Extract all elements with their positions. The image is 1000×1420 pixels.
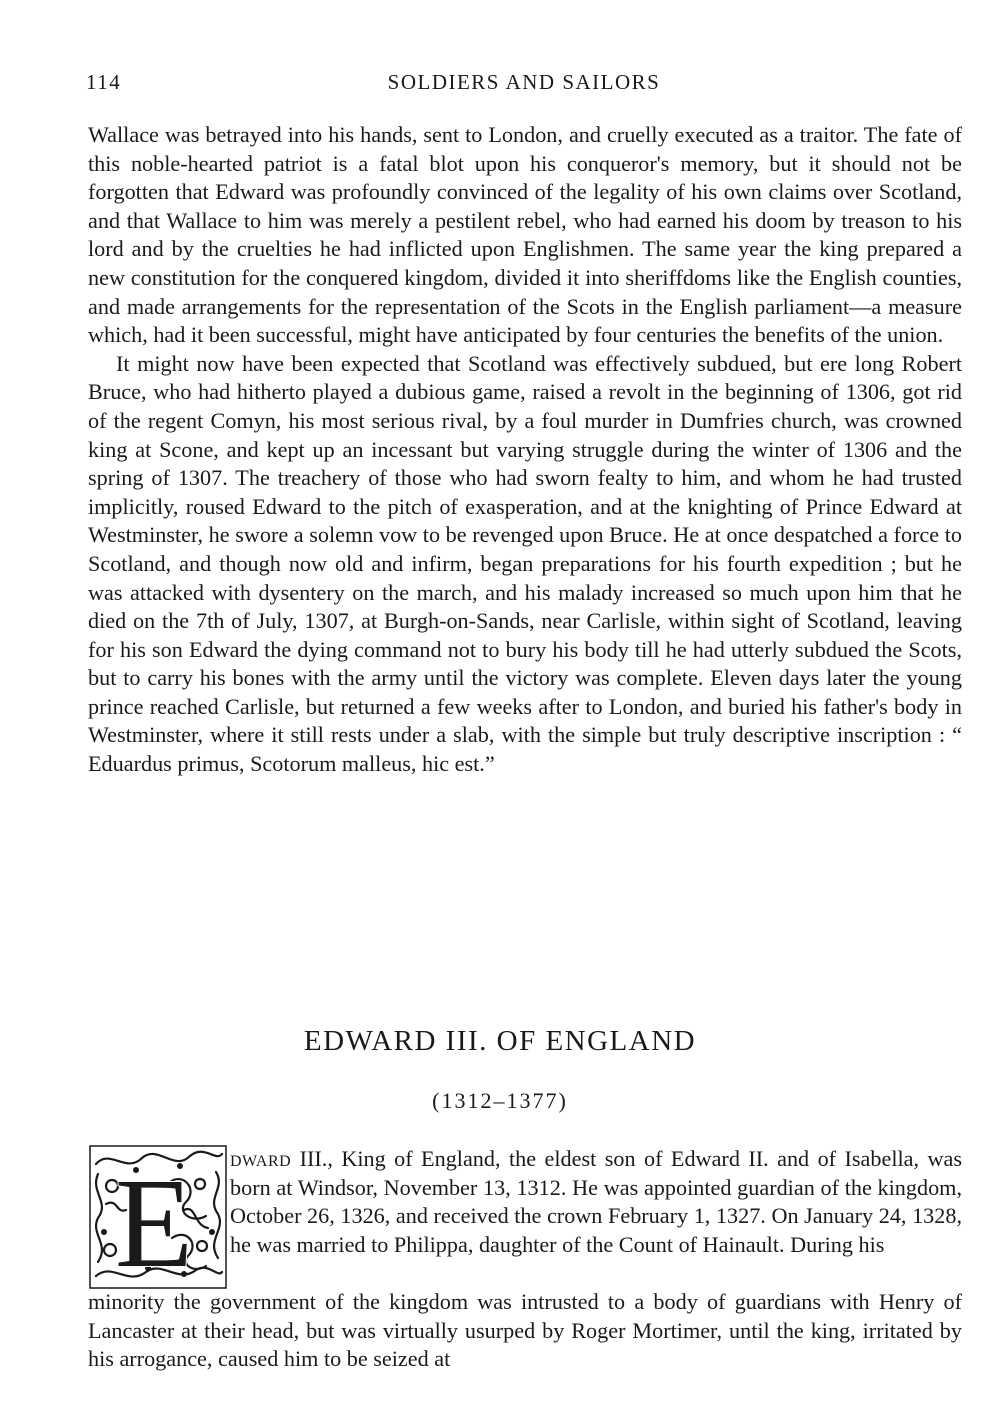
running-header [86,70,962,100]
running-title: SOLDIERS AND SAILORS [387,70,661,94]
article-body [88,121,962,779]
opening-smallcaps: dward [230,1146,292,1171]
opening-text: III., King of England, the eldest son of Edward II. and of Isabella, was born at Windsor, November 13, 1312. He was appointed guardian of the kingdom, October 26, 1326, and received the crown February 1, 1327. On January 24, 1328, he was married to Philippa, daughter of the Count of Hainault. During his [230,1146,962,1257]
page-number: 114 [86,70,122,94]
section-dates: (1312–1377) [432,1088,568,1113]
ornamental-drop-cap [88,1144,228,1290]
paragraph-wallace: Wallace was betrayed into his hands, sent to London, and cruelly executed as a traitor. The fate of this noble-hearted patriot is a fatal blot upon his conqueror's memory, but it should not be forgotten that Edward was profoundly convinced of the legality of his own claims over Scotland, and that Wallace to him was merely a pestilent rebel, who had earned his doom by treason to his lord and by the cruelties he had inflicted upon Englishmen. The same year the king prepared a new constitution for the conquered kingdom, divided it into sheriffdoms like the English counties, and made arrangements for the representation of the Scots in the English parliament—a measure which, had it been successful, might have anticipated by four centuries the benefits of the union. [88,122,962,348]
section-title: EDWARD III. OF ENGLAND [303,1025,697,1057]
paragraph-bruce: It might now have been expected that Scotland was effectively subdued, but ere long Robert Bruce, who had hitherto played a dubious game, raised a revolt in the beginning of 1306, got rid of the regent Comyn, his most serious rival, by a foul murder in Dumfries church, was crowned king at Scone, and kept up an incessant but varying struggle during the winter of 1306 and the spring of 1307. The treachery of those who had sworn fealty to him, and whom he had trusted implicitly, roused Edward to the pitch of exasperation, and at the knighting of Prince Edward at Westminster, he swore a solemn vow to be revenged upon Bruce. He at once despatched a force to Scotland, and though now old and infirm, began preparations for his fourth expedition ; but he was attacked with dysentery on the march, and his malady increased so much upon him that he died on the 7th of July, 1307, at Burgh-on-Sands, near Carlisle, within sight of Scotland, leaving for his son Edward the dying command not to bury his body till he had utterly subdued the Scots, but to carry his bones with the army until the victory was complete. Eleven days later the young prince reached Carlisle, but returned a few weeks after to London, and buried his father's body in Westminster, where it still rests under a slab, with the simple but truly descriptive inscription : “ Eduardus primus, Scotorum malleus, hic est.” [88,350,962,777]
paragraph-continuation: minority the government of the kingdom was intrusted to a body of guardians with Henry of Lancaster at their head, but was virtually usurped by Roger Mortimer, until the king, irritated by his arrogance, caused him to be seized at [88,1289,962,1372]
drop-cap-letter: E [114,1152,194,1290]
section-body [88,1288,962,1374]
drop-cap-paragraph [230,1145,962,1259]
